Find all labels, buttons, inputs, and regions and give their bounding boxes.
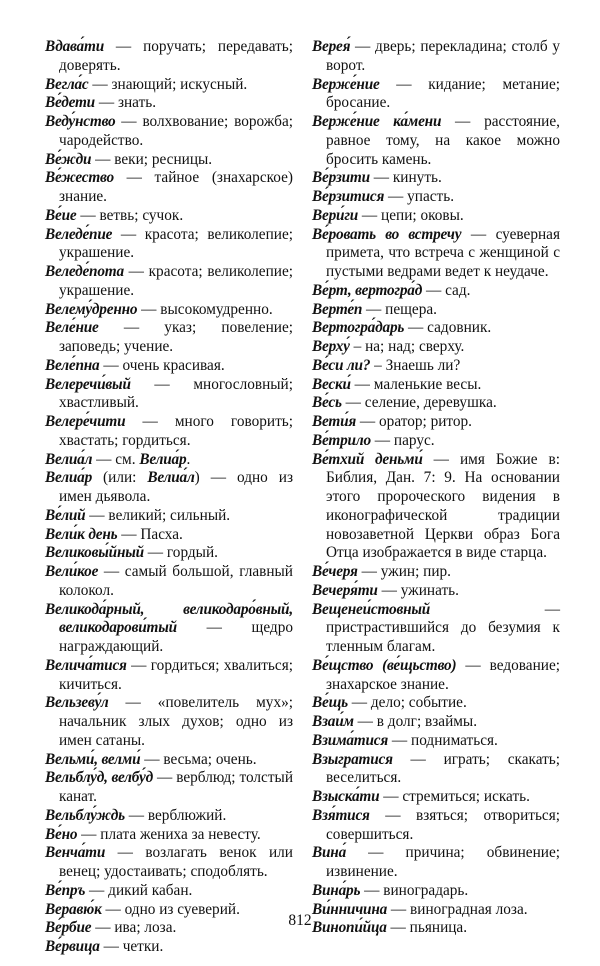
headword: Ве́пръ — [45, 881, 86, 899]
definition: — веки; ресницы. — [91, 150, 213, 168]
definition: — красота; великолепие; украшение. — [59, 263, 293, 299]
definition: — волхвование; ворожба; чародейство. — [59, 113, 293, 149]
definition: — великий; сильный. — [85, 506, 231, 524]
definition: — самый большой, главный колокол. — [59, 563, 293, 599]
headword: Ве́рзити — [312, 169, 370, 187]
definition: — пещера. — [362, 300, 437, 318]
definition: — многословный; хвастливый. — [59, 375, 293, 412]
headword: Велиа́р — [45, 469, 93, 487]
headword: Ве́щство (ве́щьство) — [312, 656, 457, 674]
definition: (или: — [92, 469, 148, 487]
dictionary-entry — [45, 151, 293, 170]
headword: Вельзеву́л — [45, 694, 109, 712]
definition: — много говорить; хвастать; гордиться. — [59, 413, 293, 449]
definition: — ужинать. — [377, 581, 459, 599]
dictionary-entry — [312, 657, 560, 695]
definition: — парус. — [370, 431, 435, 449]
definition: — селение, деревушка. — [341, 394, 497, 412]
definition: — верблюжий. — [124, 806, 227, 824]
dictionary-entry — [45, 769, 293, 807]
definition: — кинуть. — [369, 169, 442, 187]
dictionary-entry — [45, 357, 293, 376]
headword: Велему́дренно — [45, 300, 138, 318]
headword: Ве́ровать во встречу — [312, 225, 462, 243]
dictionary-entry — [45, 38, 293, 76]
headword: Верху́ — [312, 338, 350, 355]
dictionary-entry — [45, 563, 293, 601]
definition: — расстояние, равное тому, на какое можно бросить камень. — [326, 113, 560, 168]
dictionary-entry — [45, 938, 293, 957]
definition: — подниматься. — [388, 731, 498, 749]
dictionary-entry — [45, 751, 293, 770]
headword: Ве́щь — [312, 694, 348, 712]
headword: Вина́ — [312, 844, 347, 862]
definition: — четки. — [99, 938, 164, 955]
headword: Винопи́йца — [312, 919, 387, 937]
headword: Верте́п — [312, 300, 363, 318]
definition: — садовник. — [404, 319, 492, 337]
headword: Взаи́м — [312, 713, 354, 730]
headword: Великовы́йный — [45, 544, 144, 562]
dictionary-entry — [312, 844, 560, 882]
dictionary-entry — [312, 601, 560, 657]
dictionary-entry — [45, 113, 293, 151]
dictionary-entry — [312, 788, 560, 807]
definition: — стремиться; искать. — [379, 788, 530, 805]
definition: — взяться; отвориться; совершиться. — [326, 806, 560, 843]
definition: — гордый. — [143, 544, 218, 562]
definition: — играть; скакать; веселиться. — [326, 750, 560, 787]
dictionary-entry — [45, 882, 293, 901]
headword: Ве́рбие — [45, 919, 92, 937]
definition: – на; над; сверху. — [349, 338, 465, 355]
headword: Вегла́с — [45, 75, 89, 93]
dictionary-entry — [45, 826, 293, 845]
definition: — ведование; знахарское знание. — [326, 656, 560, 693]
headword: Вельблу́д, велбу́д — [45, 769, 153, 787]
dictionary-entry — [312, 582, 560, 601]
dictionary-entry — [312, 38, 560, 76]
dictionary-entry — [312, 282, 560, 301]
dictionary-entry — [312, 394, 560, 413]
dictionary-entry — [45, 807, 293, 826]
headword: Велиа́р — [139, 450, 187, 468]
dictionary-entry — [312, 713, 560, 732]
headword: Вельми́, велми́ — [45, 750, 141, 768]
headword: Ве́рзитися — [312, 188, 385, 205]
dictionary-entry — [45, 507, 293, 526]
dictionary-entry — [312, 188, 560, 207]
dictionary-entry — [312, 207, 560, 226]
headword: Веледе́пота — [45, 263, 124, 280]
headword: Верже́ние ка́мени — [312, 113, 442, 130]
dictionary-entry — [312, 432, 560, 451]
definition: — щедро награждающий. — [59, 619, 293, 655]
headword: Вечеря́ти — [312, 581, 378, 599]
definition: — возлагать венок или венец; удостаивать; сподоблять. — [59, 844, 293, 880]
dictionary-entry — [312, 376, 560, 395]
headword: Ве́дети — [45, 94, 95, 112]
dictionary-entry — [45, 263, 293, 301]
headword: Вещенеи́стовный — [312, 600, 431, 618]
definition: — плата жениха за невесту. — [77, 825, 261, 843]
dictionary-entry — [45, 169, 293, 207]
definition: — кидание; метание; бросание. — [326, 75, 560, 112]
definition: — очень красивая. — [99, 356, 225, 374]
definition: — причина; обвинение; извинение. — [326, 844, 560, 880]
definition: ) — одно из имен дьявола. — [59, 469, 294, 505]
definition: — знающий; искусный. — [88, 75, 248, 93]
dictionary-entry — [312, 882, 560, 901]
right-column — [312, 38, 560, 938]
dictionary-entry — [45, 469, 293, 507]
headword: Взя́тися — [312, 806, 370, 824]
headword: Веле́пна — [45, 356, 100, 374]
definition: — в долг; взаймы. — [353, 713, 478, 730]
dictionary-entry — [45, 694, 293, 750]
headword: Взыгратися — [312, 750, 393, 768]
definition: — сад. — [422, 281, 471, 299]
headword: Ве́трило — [312, 431, 371, 449]
definition: — весьма; очень. — [140, 750, 257, 768]
headword: Венча́ти — [45, 844, 106, 862]
definition: — дикий кабан. — [85, 881, 193, 899]
definition: — верблюд; толстый канат. — [59, 769, 293, 805]
definition: — указ; повеление; заповедь; учение. — [59, 319, 293, 355]
headword: Ви́нничина — [312, 900, 388, 918]
headword: Ве́жество — [45, 169, 114, 187]
definition: — дело; событие. — [347, 694, 467, 712]
dictionary-entry — [312, 301, 560, 320]
definition: — Пасха. — [117, 525, 183, 543]
definition: — ветвь; сучок. — [76, 206, 184, 224]
definition: — имя Божие в: Библия, Дан. 7: 9. На основании этого пророческого видения в иконографической традиции новозаветной Церкви образ Бога Отца изображается в виде старца. — [326, 450, 560, 562]
dictionary-entry — [312, 226, 560, 282]
definition: — дверь; перекладина; столб у ворот. — [326, 38, 560, 74]
headword: Ве́тхий деньми́ — [312, 450, 423, 468]
dictionary-entry — [45, 526, 293, 545]
definition: — высокомудренно. — [137, 300, 273, 318]
dictionary-entry — [45, 376, 293, 414]
dictionary-entry — [312, 732, 560, 751]
dictionary-entry — [312, 76, 560, 114]
definition: — тайное (знахарское) знание. — [59, 169, 293, 205]
dictionary-entry — [45, 301, 293, 320]
definition: — виноградная лоза. — [387, 900, 528, 918]
definition: — красота; великолепие; украшение. — [59, 225, 293, 262]
headword: Ве́черя — [312, 563, 358, 580]
left-column — [45, 38, 293, 957]
dictionary-entry — [45, 319, 293, 357]
definition: — упасть. — [384, 188, 455, 205]
definition: — маленькие весы. — [350, 375, 482, 393]
dictionary-entry — [312, 694, 560, 713]
dictionary-entry — [312, 319, 560, 338]
dictionary-entry — [312, 169, 560, 188]
headword: Взыска́ти — [312, 788, 380, 805]
dictionary-entry — [45, 207, 293, 226]
headword: Ве́лий — [45, 506, 86, 524]
dictionary-entry — [312, 751, 560, 789]
definition: — см. — [92, 450, 140, 468]
dictionary-entry — [45, 226, 293, 264]
definition: — гордиться; хвалиться; кичиться. — [59, 656, 293, 693]
definition: — суеверная примета, что встреча с женщиной с пустыми ведрами ведет к неудаче. — [326, 225, 561, 280]
headword: Веду́нство — [45, 113, 116, 130]
headword: Велича́тися — [45, 656, 127, 674]
headword: Вельблу́ждь — [45, 806, 125, 824]
dictionary-entry — [45, 601, 293, 657]
dictionary-entry — [312, 807, 560, 845]
definition: — виноградарь. — [360, 881, 469, 899]
dictionary-entry — [45, 451, 293, 470]
page-number: 812 — [288, 912, 312, 929]
definition: — поручать; передавать; доверять. — [59, 38, 293, 74]
headword: Ве́жди — [45, 150, 92, 168]
dictionary-entry — [312, 113, 560, 169]
definition: . — [186, 450, 191, 468]
dictionary-entry — [312, 563, 560, 582]
headword: Вети́я — [312, 413, 357, 430]
headword: Велере́чити — [45, 413, 126, 430]
dictionary-entry — [312, 451, 560, 564]
headword: Вертогра́дарь — [312, 319, 405, 337]
headword: Ве́но — [45, 825, 78, 843]
headword: Вески́ — [312, 375, 351, 393]
dictionary-entry — [45, 844, 293, 882]
headword: Велеречи́вый — [45, 375, 131, 393]
headword: Взима́тися — [312, 731, 389, 749]
dictionary-entry — [45, 76, 293, 95]
definition: – Знаешь ли? — [370, 356, 461, 374]
dictionary-entry — [45, 413, 293, 451]
dictionary-entry — [45, 94, 293, 113]
definition: — ужин; пир. — [357, 563, 452, 580]
definition: — одно из суеверий. — [101, 900, 240, 918]
definition: — ива; лоза. — [91, 919, 177, 937]
definition: — пьяница. — [386, 919, 468, 937]
dictionary-entry — [312, 413, 560, 432]
dictionary-entry — [312, 357, 560, 376]
headword: Велиа́л — [45, 450, 93, 468]
headword: Ве́сь — [312, 394, 342, 412]
headword: Вери́ги — [312, 206, 359, 224]
definition: — оратор; ритор. — [356, 413, 473, 430]
headword: Веледе́пие — [45, 225, 113, 243]
dictionary-entry — [312, 338, 560, 357]
dictionary-entry — [45, 544, 293, 563]
headword: Ве́рвица — [45, 938, 100, 955]
headword: Велиа́л — [147, 469, 195, 487]
headword: Вели́к день — [45, 525, 118, 543]
headword: Вели́кое — [45, 563, 99, 580]
headword: Вдава́ти — [45, 38, 105, 55]
definition: — пристрастившийся до безумия к тленным благам. — [326, 600, 560, 655]
definition: — цепи; оковы. — [358, 206, 464, 224]
headword: Веравю́к — [45, 900, 102, 918]
headword: Верея́ — [312, 38, 351, 55]
definition: — знать. — [95, 94, 157, 112]
definition: — «повелитель мух»; начальник злых духов; одно из имен сатаны. — [59, 694, 293, 749]
headword: Великода́рный, великодаро́вный, великодарови́тый — [45, 600, 293, 637]
headword: Верже́ние — [312, 75, 380, 93]
headword: Ве́ие — [45, 206, 77, 224]
headword: Ве́си ли? — [312, 356, 371, 374]
headword: Вина́рь — [312, 881, 361, 899]
headword: Ве́рт, вертогра́д — [312, 281, 423, 299]
headword: Веле́ние — [45, 319, 99, 337]
dictionary-entry — [45, 657, 293, 695]
